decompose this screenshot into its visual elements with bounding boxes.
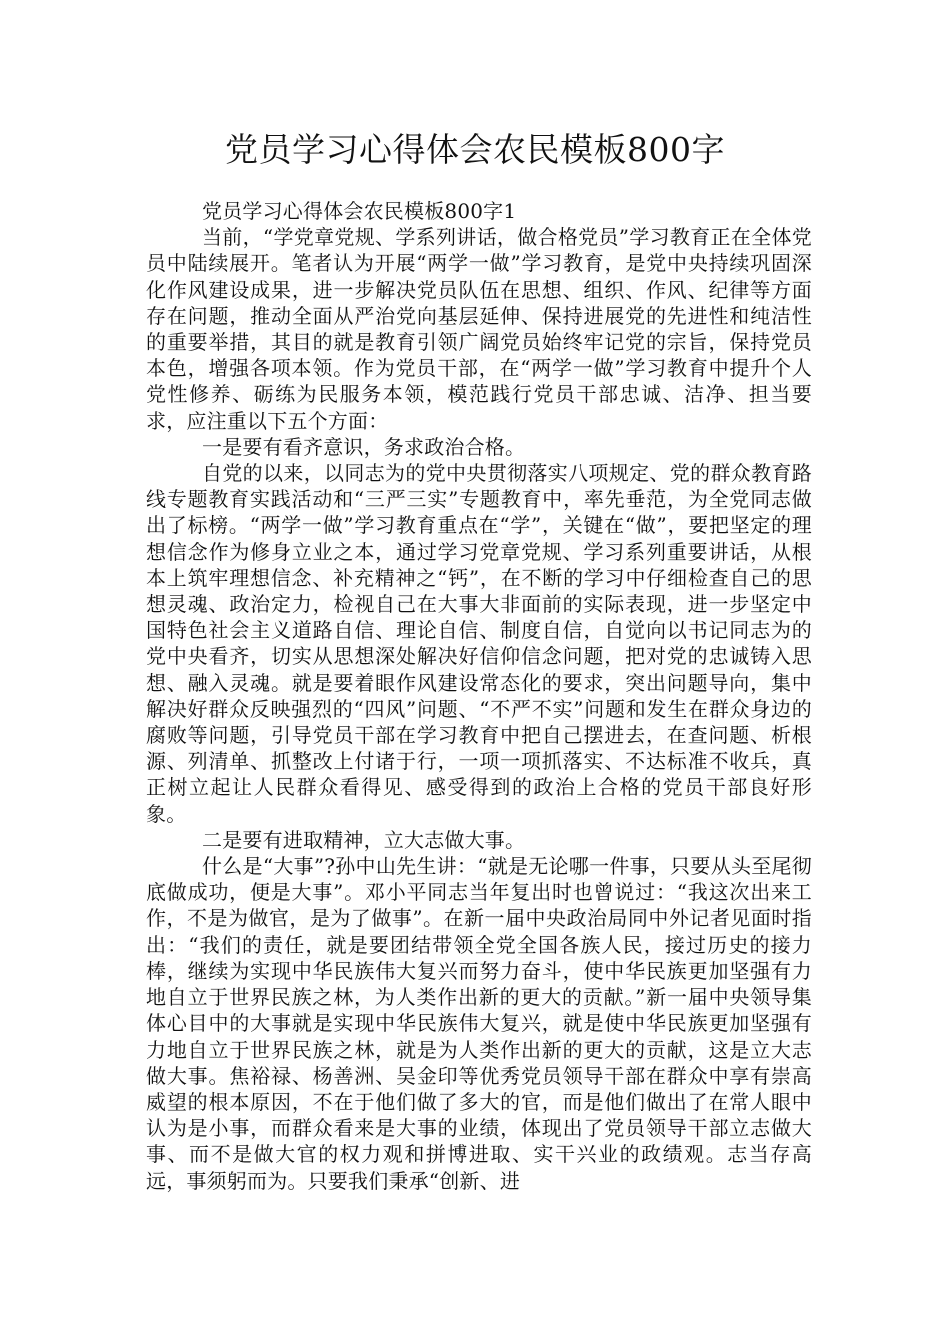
body-paragraph: 什么是“大事”?孙中山先生讲：“就是无论哪一件事，只要从头至尾彻底做成功，便是大事”。邓小平同志当年复出时也曾说过：“我这次出来工作，不是为做官，是为了做事”。在新一届中央政治局同中外记者见面时指出：“我们的责任，就是要团结带领全党全国各族人民，接过历史的接力棒，继续为实现中华民族伟大复兴而努力奋斗，使中华民族更加坚强有力地自立于世界民族之林，为人类作出新的更大的贡献。”新一届中央领导集体心目中的大事就是实现中华民族伟大复兴，就是使中华民族更加坚强有力地自立于世界民族之林，就是为人类作出新的更大的贡献，这是立大志做大事。焦裕禄、杨善洲、吴金印等优秀党员领导干部在群众中享有崇高威望的根本原因，不在于他们做了多大的官，而是他们做出了在常人眼中认为是小事，而群众看来是大事的业绩，体现出了党员领导干部立志做大事、而不是做大官的权力观和拼博进取、实干兴业的政绩观。志当存高远，事须躬而为。只要我们秉承“创新、进 <box>146 854 812 1193</box>
body-paragraph: 自党的以来，以同志为的党中央贯彻落实八项规定、党的群众教育路线专题教育实践活动和“三严三实”专题教育中，率先垂范，为全党同志做出了标榜。“两学一做”学习教育重点在“学”，关键在“做”，要把坚定的理想信念作为修身立业之本，通过学习党章党规、学习系列重要讲话，从根本上筑牢理想信念、补充精神之“钙”，在不断的学习中仔细检查自己的思想灵魂、政治定力，检视自己在大事大非面前的实际表现，进一步坚定中国特色社会主义道路自信、理论自信、制度自信，自觉向以书记同志为的党中央看齐，切实从思想深处解决好信仰信念问题，把对党的忠诚铸入思想、融入灵魂。就是要着眼作风建设常态化的要求，突出问题导向，集中解决好群众反映强烈的“四风”问题、“不严不实”问题和发生在群众身边的腐败等问题，引导党员干部在学习教育中把自己摆进去，在查问题、析根源、列清单、抓整改上付诸于行，一项一项抓落实、不达标准不收兵，真正树立起让人民群众看得见、感受得到的政治上合格的党员干部良好形象。 <box>146 461 812 826</box>
section-heading-paragraph: 一是要有看齐意识，务求政治合格。 <box>202 434 526 459</box>
subtitle-paragraph: 党员学习心得体会农民模板800字1 <box>202 199 517 223</box>
document-title: 党员学习心得体会农民模板800字 <box>225 130 725 169</box>
section-heading-paragraph: 二是要有进取精神，立大志做大事。 <box>202 827 526 852</box>
document-body <box>146 198 812 1194</box>
body-paragraph: 当前，“学党章党规、学系列讲话，做合格党员”学习教育正在全体党员中陆续展开。笔者认为开展“两学一做”学习教育，是党中央持续巩固深化作风建设成果，进一步解决党员队伍在思想、组织、作风、纪律等方面存在问题，推动全面从严治党向基层延伸、保持进展党的先进性和纯洁性的重要举措，其目的就是教育引领广阔党员始终牢记党的宗旨，保持党员本色，增强各项本领。作为党员干部，在“两学一做”学习教育中提升个人党性修养、砺练为民服务本领，模范践行党员干部忠诚、洁净、担当要求，应注重以下五个方面： <box>146 225 812 433</box>
